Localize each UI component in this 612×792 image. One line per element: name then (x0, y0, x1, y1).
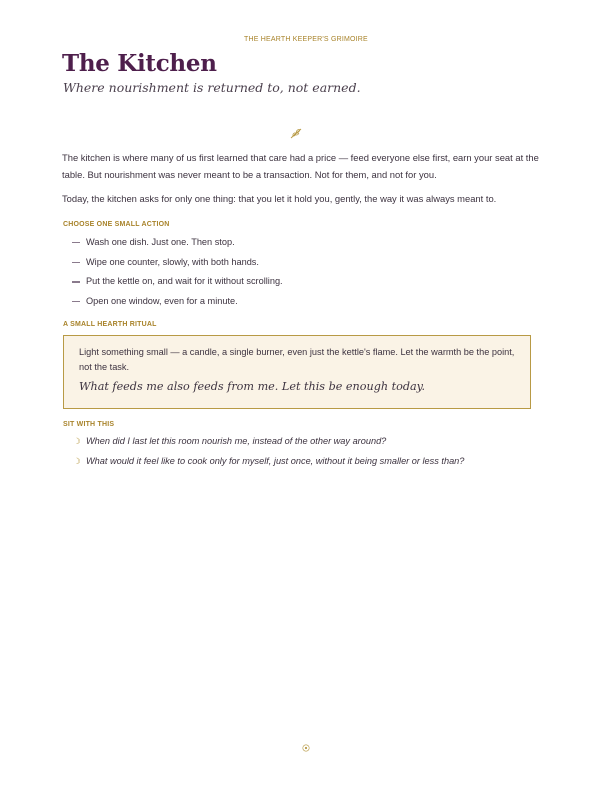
dash-bullet-icon (72, 242, 80, 243)
list-item (72, 435, 542, 455)
running-header: THE HEARTH KEEPER'S GRIMOIRE (244, 36, 368, 43)
body-paragraph: Today, the kitchen asks for only one thing: that you let it hold you, gently, the way it was always meant to. (62, 193, 497, 204)
sprig-icon (289, 126, 303, 140)
action-text: Wash one dish. Just one. Then stop. (86, 237, 235, 247)
ritual-affirmation: What feeds me also feeds from me. Let this be enough today. (79, 380, 426, 393)
reflection-heading: SIT WITH THIS (63, 421, 115, 428)
reflection-prompt: When did I last let this room nourish me, instead of the other way around? (86, 436, 387, 446)
body-paragraph: The kitchen is where many of us first learned that care had a price — feed everyone else first, earn your seat at the table. But nourishment was never meant to be a transaction. Not for them, and not for you. (62, 152, 539, 180)
ritual-heading: A SMALL HEARTH RITUAL (63, 321, 157, 328)
ritual-text: Light something small — a candle, a single burner, even just the kettle's flame. Let the warmth be the point, not the task. (79, 347, 515, 372)
list-item (72, 236, 532, 256)
list-item (72, 256, 532, 276)
ritual-callout-box (63, 335, 531, 409)
list-item (72, 275, 532, 295)
action-text: Wipe one counter, slowly, with both hands. (86, 256, 259, 267)
action-text: Put the kettle on, and wait for it without scrolling. (86, 276, 283, 287)
list-item (72, 455, 542, 475)
chapter-title: The Kitchen (62, 50, 217, 77)
list-item (72, 295, 532, 315)
dash-bullet-icon (72, 281, 80, 282)
crescent-moon-icon: ☽ (73, 436, 81, 446)
dash-bullet-icon (72, 262, 80, 263)
page-ornament-icon (302, 744, 310, 752)
chapter-subtitle: Where nourishment is returned to, not earned. (63, 80, 361, 95)
crescent-moon-icon: ☽ (73, 456, 81, 466)
reflection-list (72, 435, 542, 475)
reflection-prompt: What would it feel like to cook only for myself, just once, without it being smaller or less than? (86, 456, 465, 466)
actions-heading: CHOOSE ONE SMALL ACTION (63, 221, 170, 228)
action-text: Open one window, even for a minute. (86, 296, 238, 307)
dash-bullet-icon (72, 301, 80, 302)
action-list (72, 236, 532, 315)
